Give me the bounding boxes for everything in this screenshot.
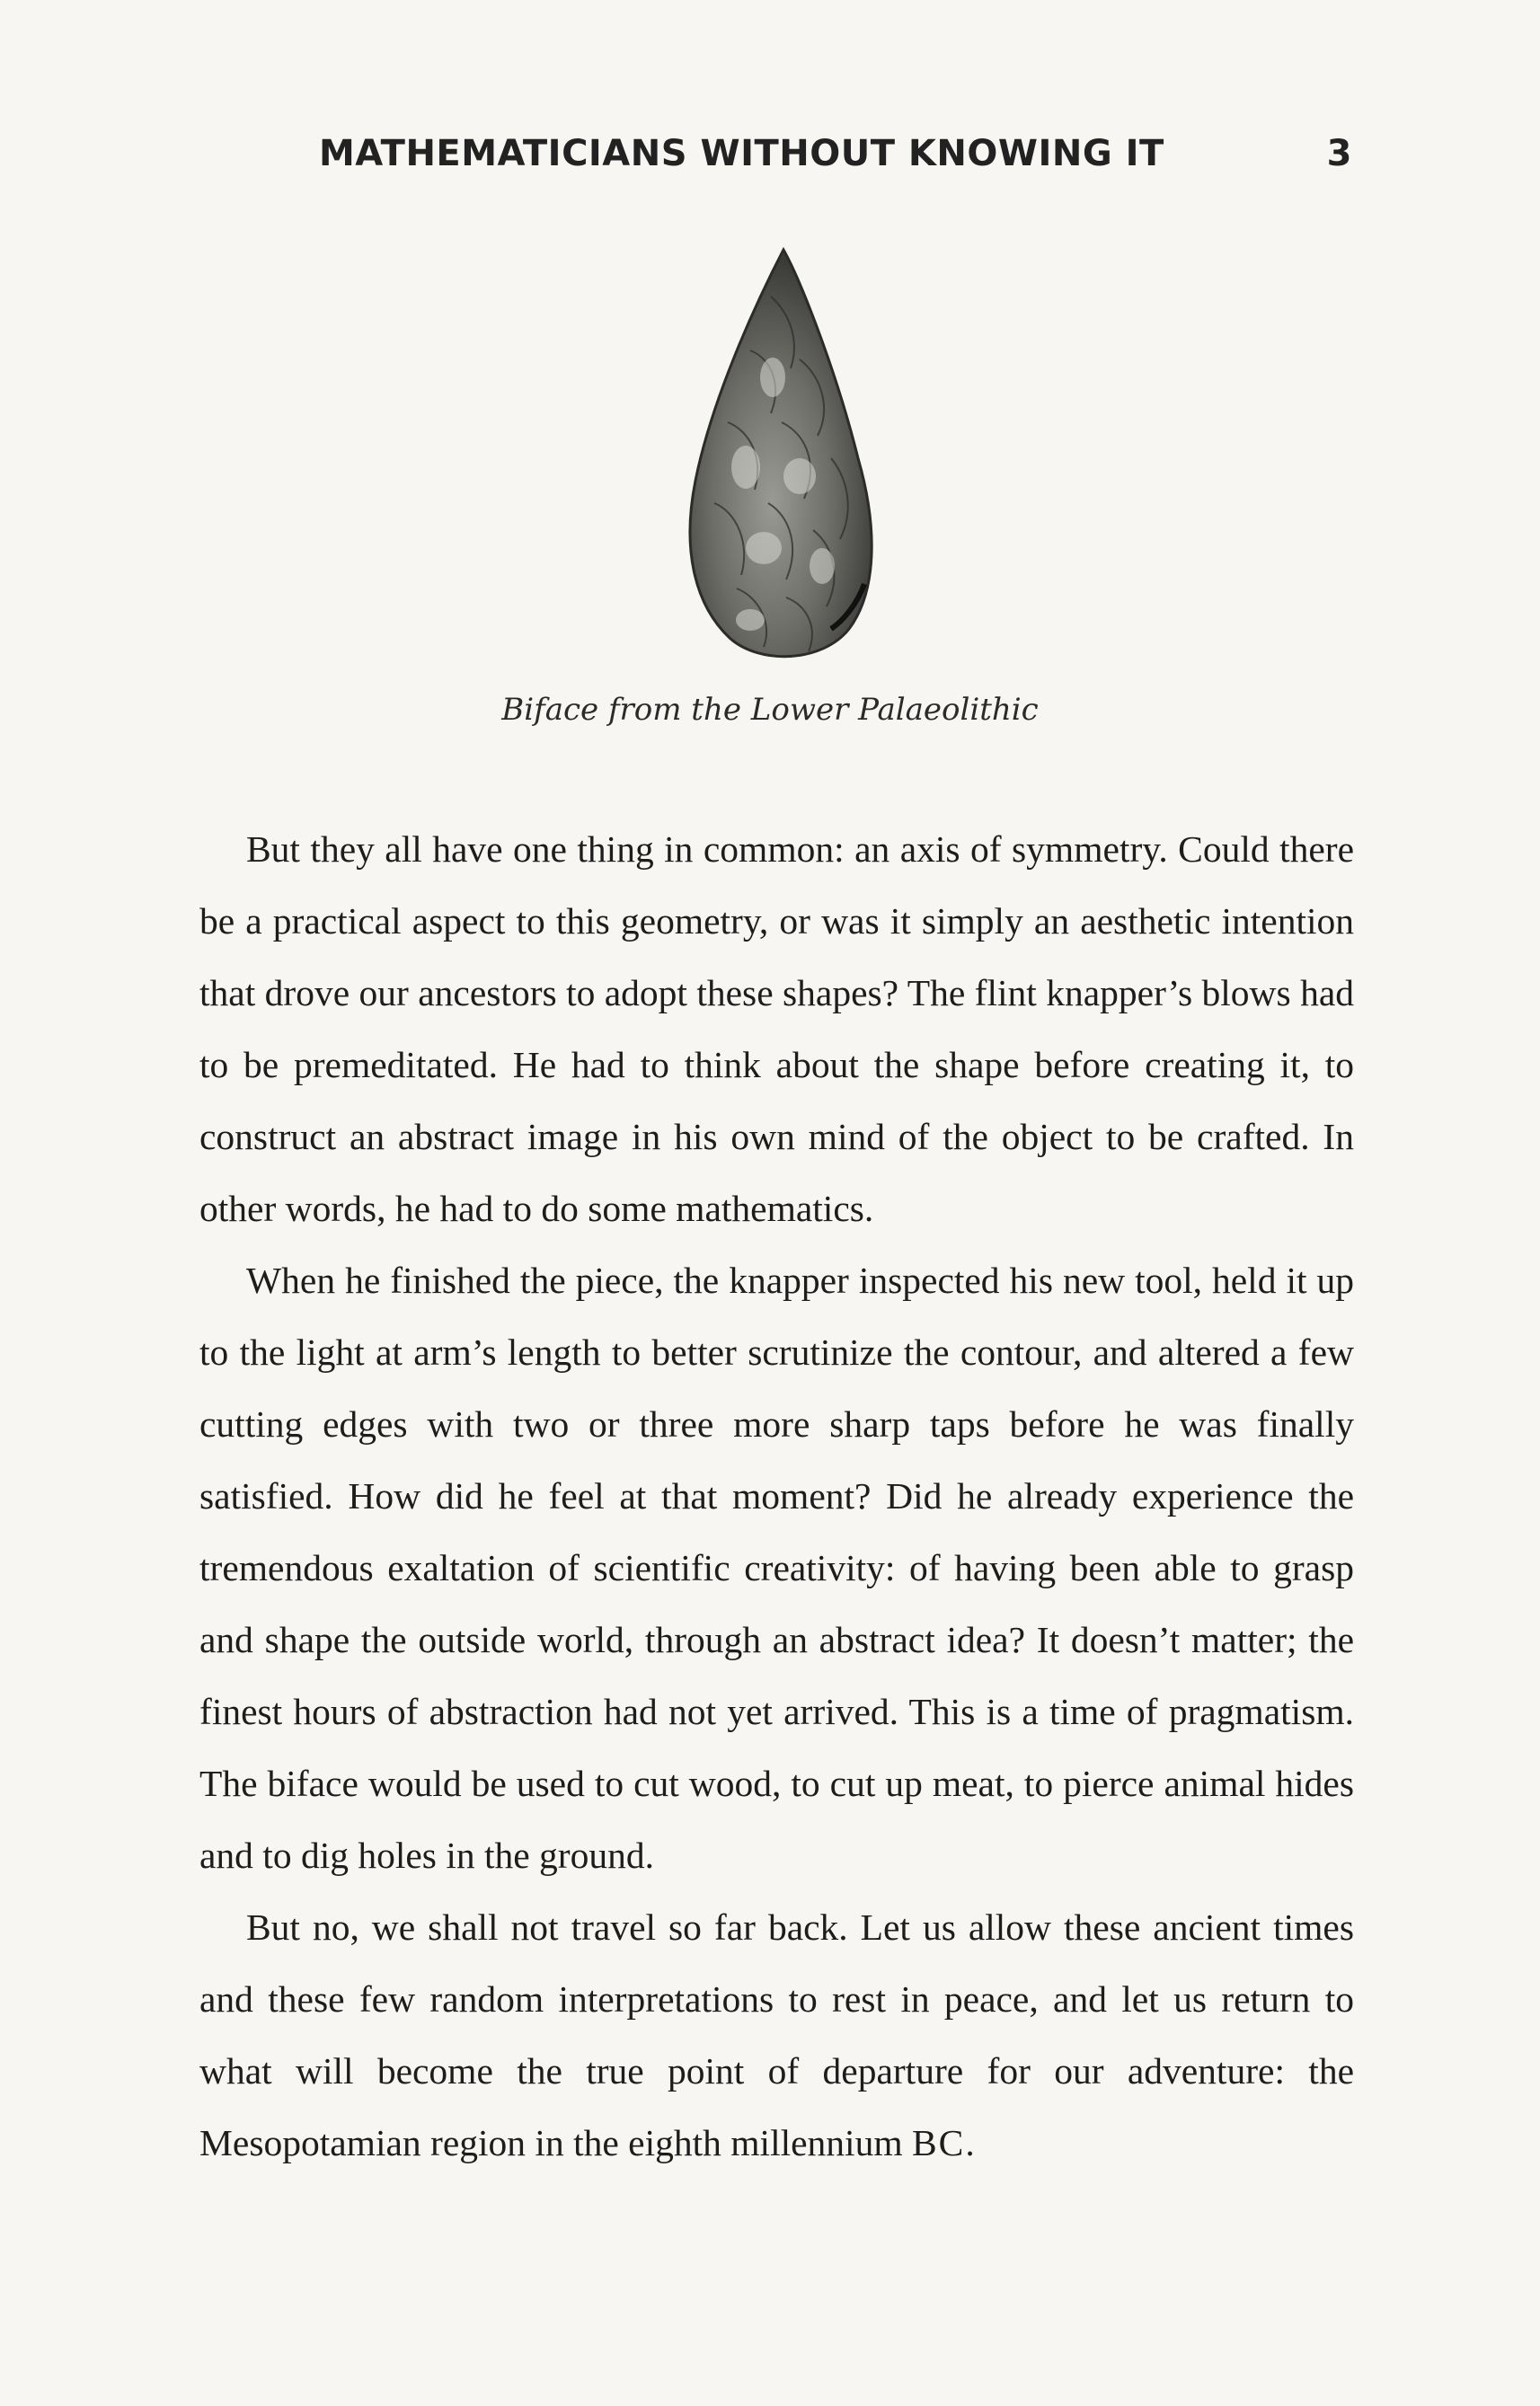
paragraph-text: But no, we shall not travel so far back. Let us allow these ancient times and these few random interpretations to rest in peace, and let us return to what will become the true point of departure for our adventure: the Mesopotamian region in the eighth millennium — [199, 1906, 1354, 2163]
running-title: MATHEMATICIANS WITHOUT KNOWING IT — [319, 133, 1164, 174]
figure-caption: Biface from the Lower Palaeolithic — [501, 692, 1039, 728]
paragraph: But they all have one thing in common: an axis of symmetry. Could there be a practical aspect to this geometry, or was it simply an aesthetic intention that drove our ancestors to adopt these shapes? The flint knapper’s blows had to be premeditated. He had to think about the shape before creating it, to construct an abstract image in his own mind of the object to be crafted. In other words, he had to do some mathematics. — [199, 828, 1354, 1229]
page-number: 3 — [1326, 133, 1352, 174]
paragraph: When he finished the piece, the knapper inspected his new tool, held it up to the light at arm’s length to better scrutinize the contour, and altered a few cutting edges with two or three more sharp taps before he was finally satisfied. How did he feel at that moment? Did he already experience the tremendous exaltation of scientific creativity: of having been able to grasp and shape the outside world, through an abstract idea? It doesn’t matter; the finest hours of abstraction had not yet arrived. This is a time of pragmatism. The biface would be used to cut wood, to cut up meat, to pierce animal hides and to dig holes in the ground. — [199, 1260, 1354, 1876]
biface-illustration — [665, 243, 898, 674]
paragraph — [199, 1891, 1354, 2179]
biface-drawing — [665, 243, 898, 674]
era-abbreviation: BC — [911, 2122, 966, 2163]
running-head — [319, 126, 1352, 189]
body-text — [199, 813, 1354, 2179]
sentence-end: . — [965, 2122, 975, 2163]
